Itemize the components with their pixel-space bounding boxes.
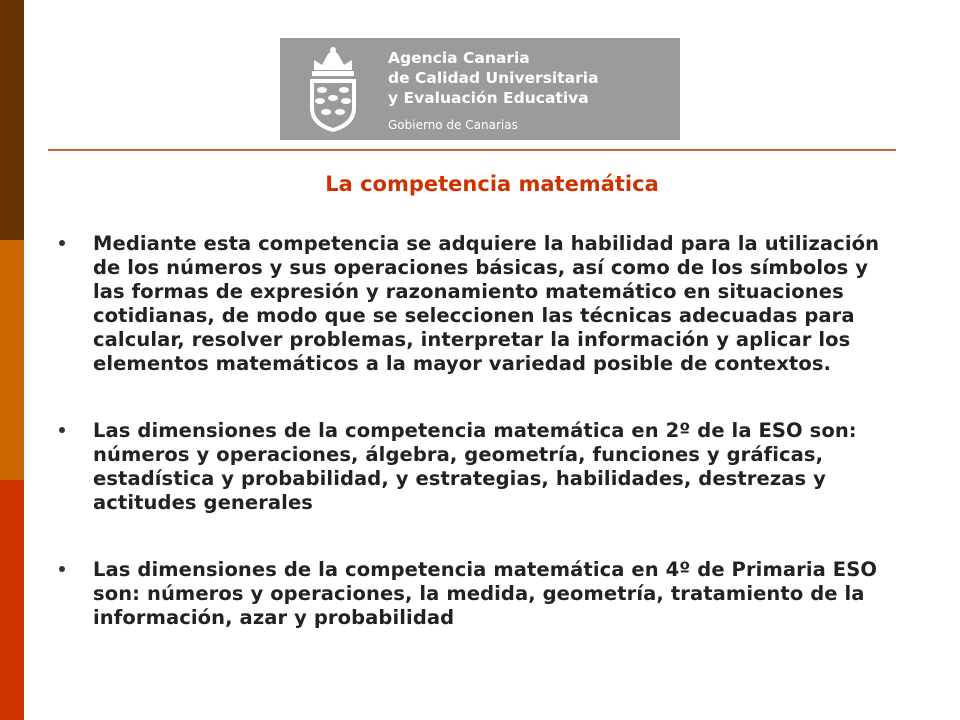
logo-line-1: Agencia Canaria [388, 49, 530, 67]
header-divider [48, 149, 896, 151]
side-stripe-bottom [0, 480, 24, 720]
bullet-dot-icon [59, 240, 65, 246]
bullet-dot-icon [59, 566, 65, 572]
agency-logo [280, 38, 680, 140]
bullet-text-3: Las dimensiones de la competencia matemática en 4º de Primaria ESO son: números y operaciones, la medida, geometría, tratamiento de la información, azar y probabilidad [93, 558, 878, 629]
slide-title: La competencia matemática [325, 172, 659, 196]
bullet-text-2: Las dimensiones de la competencia matemática en 2º de la ESO son: números y operaciones, álgebra, geometría, funciones y gráficas, estadística y probabilidad, y estrategias, habilidades, destrezas y actitudes generales [93, 419, 857, 514]
side-stripe-top [0, 0, 24, 240]
bullet-item-3 [56, 558, 906, 630]
bullet-list [56, 232, 906, 673]
bullet-text-1: Mediante esta competencia se adquiere la habilidad para la utilización de los números y sus operaciones básicas, así como de los símbolos y las formas de expresión y razonamiento matemático en situaciones cotidianas, de modo que se seleccionen las técnicas adecuadas para calcular, resolver problemas, interpretar la información y aplicar los elementos matemáticos a la mayor variedad posible de contextos. [93, 232, 880, 375]
logo-line-2: de Calidad Universitaria [388, 69, 599, 87]
side-stripe-middle [0, 240, 24, 480]
logo-subtitle: Gobierno de Canarias [388, 118, 518, 132]
bullet-dot-icon [59, 427, 65, 433]
coat-of-arms-icon [300, 46, 366, 134]
logo-line-3: y Evaluación Educativa [388, 89, 589, 107]
logo-text [388, 48, 599, 133]
bullet-item-2 [56, 419, 906, 515]
bullet-item-1 [56, 232, 906, 376]
